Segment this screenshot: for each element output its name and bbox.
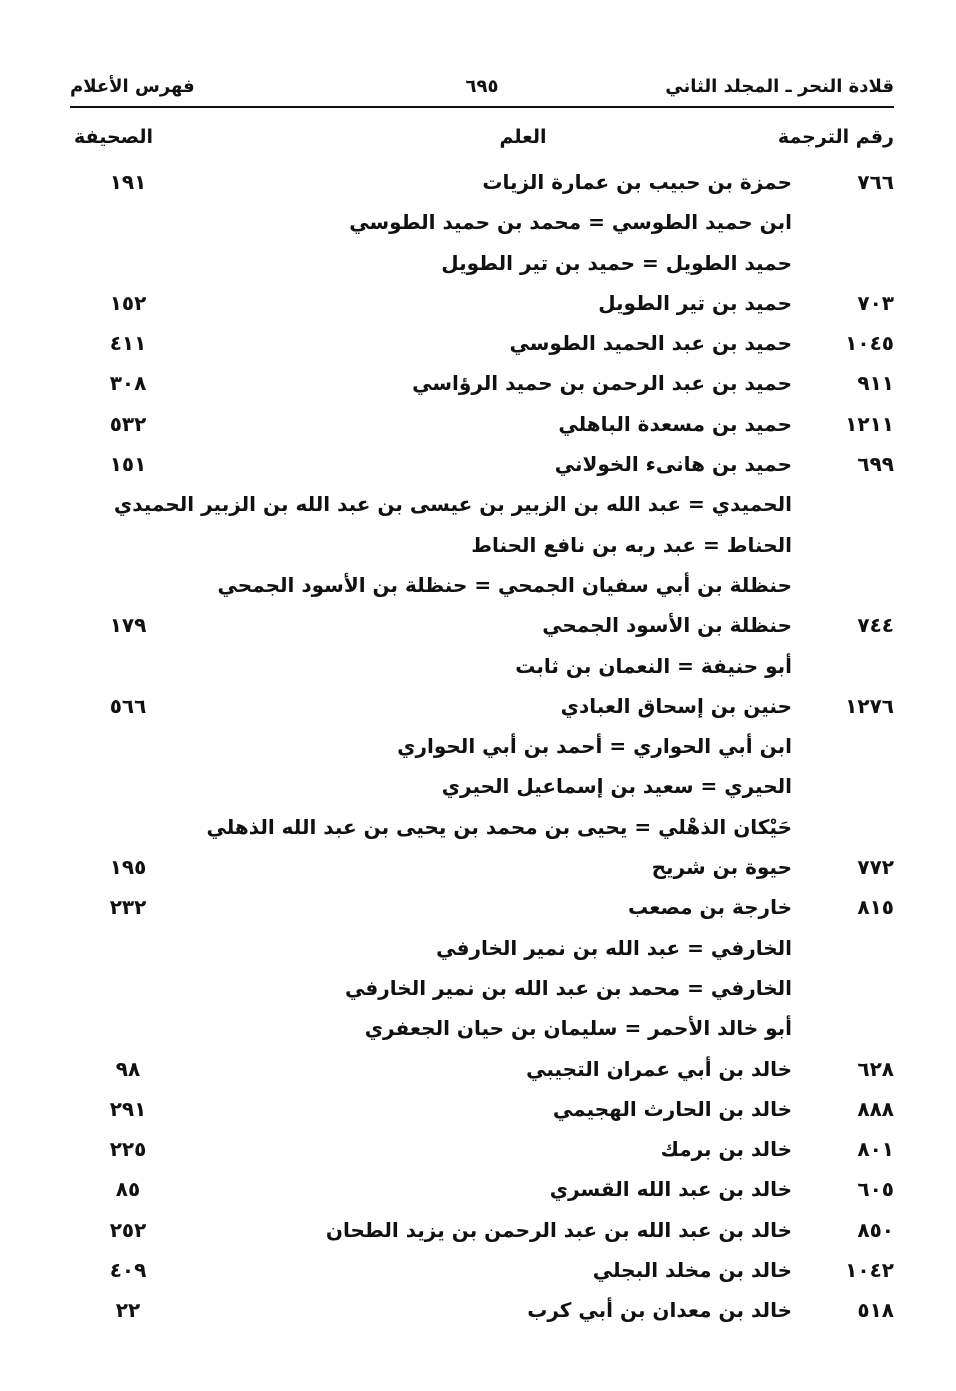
entry-number: ٩١١	[857, 371, 894, 396]
entry-number: ٥١٨	[857, 1298, 894, 1323]
entry-page: ٥٦٦	[109, 693, 147, 718]
entry-number: ٨٨٨	[857, 1096, 894, 1121]
column-header-name: العلم	[499, 126, 547, 148]
page-number: ٦٩٥	[465, 76, 499, 97]
table-row	[0, 1214, 956, 1254]
entry-name: الحميدي = عبد الله بن الزبير بن عيسى بن عبد الله بن الزبير الحميدي	[113, 492, 792, 517]
entry-name: حَيْكان الذهْلي = يحيى بن محمد بن يحيى بن عبد الله الذهلي	[206, 814, 792, 839]
entry-number: ٦٠٥	[857, 1177, 894, 1202]
table-row	[0, 851, 956, 891]
entry-number: ٦٩٩	[857, 452, 894, 477]
table-row	[0, 730, 956, 770]
entry-name: خالد بن برمك	[660, 1137, 792, 1162]
entry-page: ١٥٢	[109, 290, 147, 315]
entry-name: حميد بن عبد الحميد الطوسي	[509, 331, 792, 356]
entry-number: ١٢١١	[845, 411, 894, 436]
table-row	[0, 287, 956, 327]
table-row	[0, 247, 956, 287]
entry-page: ٢٣٢	[109, 895, 147, 920]
table-row	[0, 206, 956, 246]
entry-page: ١٥١	[109, 452, 147, 477]
index-table	[0, 166, 956, 1335]
page-header	[70, 72, 894, 108]
entry-name: خارجة بن مصعب	[628, 895, 792, 920]
entry-name: حنين بن إسحاق العبادي	[560, 693, 792, 718]
entry-name: أبو خالد الأحمر = سليمان بن حيان الجعفري	[364, 1016, 792, 1041]
table-row	[0, 811, 956, 851]
table-row	[0, 367, 956, 407]
table-row	[0, 1254, 956, 1294]
table-row	[0, 891, 956, 931]
table-row	[0, 770, 956, 810]
entry-name: حمزة بن حبيب بن عمارة الزيات	[482, 170, 792, 194]
entry-name: حميد بن تير الطويل	[598, 290, 792, 315]
entry-number: ٧٦٦	[857, 170, 894, 194]
entry-name: ابن أبي الحواري = أحمد بن أبي الحواري	[397, 734, 792, 759]
table-row	[0, 690, 956, 730]
entry-number: ٧٤٤	[857, 613, 894, 638]
entry-name: الحيري = سعيد بن إسماعيل الحيري	[441, 774, 792, 799]
table-row	[0, 448, 956, 488]
table-row	[0, 650, 956, 690]
entry-name: حنظلة بن الأسود الجمحي	[542, 613, 792, 638]
entry-page: ٥٣٢	[109, 411, 147, 436]
entry-name: خالد بن أبي عمران التجيبي	[526, 1056, 792, 1081]
table-row	[0, 972, 956, 1012]
table-row	[0, 327, 956, 367]
entry-name: خالد بن عبد الله بن عبد الرحمن بن يزيد الطحان	[325, 1217, 792, 1242]
table-row	[0, 488, 956, 528]
entry-name: حميد بن مسعدة الباهلي	[558, 411, 792, 436]
table-row	[0, 1294, 956, 1334]
book-title: قلادة النحر ـ المجلد الثاني	[665, 76, 894, 97]
entry-page: ٢٢٥	[109, 1137, 147, 1162]
entry-number: ١٠٤٥	[845, 331, 894, 356]
entry-name: حميد بن عبد الرحمن بن حميد الرؤاسي	[412, 371, 792, 396]
table-row	[0, 1053, 956, 1093]
entry-page: ٢٥٢	[109, 1217, 147, 1242]
entry-name: ابن حميد الطوسي = محمد بن حميد الطوسي	[349, 210, 792, 235]
entry-page: ٤١١	[109, 331, 147, 356]
entry-number: ٨٥٠	[857, 1217, 894, 1242]
entry-page: ٢٩١	[109, 1096, 147, 1121]
entry-page: ١٩٥	[109, 855, 147, 880]
entry-name: الخارفي = عبد الله بن نمير الخارفي	[436, 935, 792, 960]
entry-name: خالد بن معدان بن أبي كرب	[527, 1298, 792, 1323]
entry-number: ٧٧٢	[857, 855, 894, 880]
table-row	[0, 1093, 956, 1133]
entry-name: خالد بن مخلد البجلي	[592, 1258, 792, 1283]
entry-page: ٣٠٨	[109, 371, 147, 396]
entry-page: ٤٠٩	[109, 1258, 147, 1283]
entry-page: ٨٥	[115, 1177, 141, 1202]
entry-number: ١٠٤٢	[845, 1258, 894, 1283]
entry-name: الخارفي = محمد بن عبد الله بن نمير الخارفي	[344, 975, 792, 1000]
entry-name: خالد بن الحارث الهجيمي	[552, 1096, 792, 1121]
table-row	[0, 932, 956, 972]
table-row	[0, 1173, 956, 1213]
table-row	[0, 609, 956, 649]
entry-number: ١٢٧٦	[845, 693, 894, 718]
entry-page: ٩٨	[115, 1056, 141, 1081]
entry-page: ١٩١	[109, 170, 147, 194]
column-header-number: رقم الترجمة	[777, 126, 894, 148]
entry-name: حميد بن هانىء الخولاني	[554, 452, 792, 477]
table-row	[0, 529, 956, 569]
entry-name: خالد بن عبد الله القسري	[549, 1177, 792, 1202]
column-header-page: الصحيفة	[74, 126, 154, 148]
table-row	[0, 569, 956, 609]
entry-name: حميد الطويل = حميد بن تير الطويل	[441, 250, 792, 275]
table-row	[0, 1133, 956, 1173]
entry-number: ٦٢٨	[857, 1056, 894, 1081]
section-title: فهرس الأعلام	[70, 76, 195, 97]
entry-number: ٨٠١	[857, 1137, 894, 1162]
entry-page: ٢٢	[115, 1298, 141, 1323]
table-row	[0, 408, 956, 448]
entry-name: الحناط = عبد ربه بن نافع الحناط	[471, 532, 792, 557]
entry-name: حنظلة بن أبي سفيان الجمحي = حنظلة بن الأسود الجمحي	[217, 572, 792, 597]
entry-number: ٧٠٣	[857, 290, 894, 315]
table-row	[0, 166, 956, 206]
entry-number: ٨١٥	[857, 895, 894, 920]
entry-page: ١٧٩	[109, 613, 147, 638]
entry-name: حيوة بن شريح	[651, 855, 792, 880]
table-row	[0, 1012, 956, 1052]
entry-name: أبو حنيفة = النعمان بن ثابت	[515, 653, 792, 678]
